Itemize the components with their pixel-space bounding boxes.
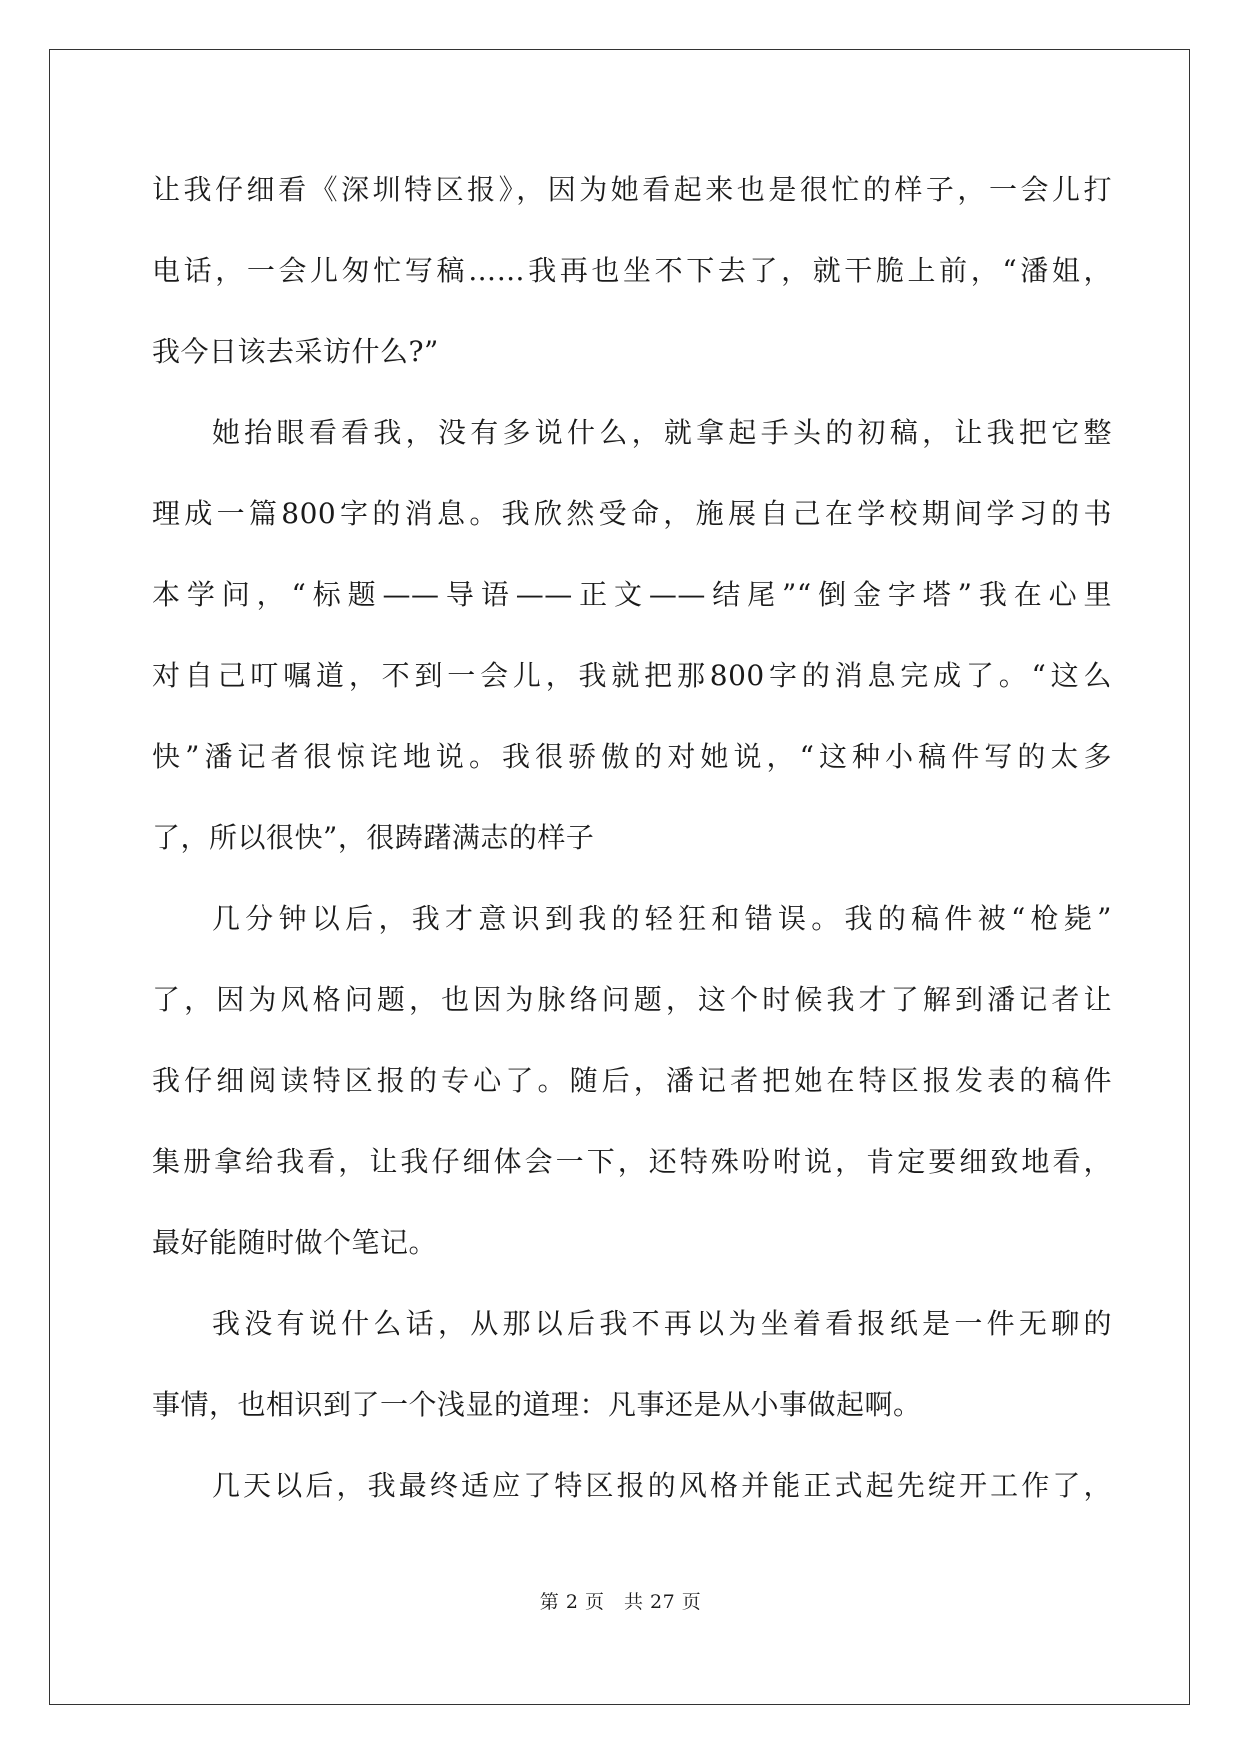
paragraph-start-line: 她抬眼看看我，没有多说什么，就拿起手头的初稿，让我把它整 [212,416,1112,449]
text-line: 了，所以很快”，很踌躇满志的样子 [152,821,595,854]
text-line: 最好能随时做个笔记。 [152,1226,438,1259]
text-line: 本学问，“标题——导语——正文——结尾”“倒金字塔”我在心里 [152,578,1112,611]
text-line: 电话，一会儿匆忙写稿……我再也坐不下去了，就干脆上前，“潘姐， [152,254,1112,287]
paragraph-start-line: 我没有说什么话，从那以后我不再以为坐着看报纸是一件无聊的 [212,1307,1112,1340]
text-line: 我仔细阅读特区报的专心了。随后，潘记者把她在特区报发表的稿件 [152,1064,1112,1097]
text-line: 快”潘记者很惊诧地说。我很骄傲的对她说，“这种小稿件写的太多 [152,740,1112,773]
paragraph-start-line: 几分钟以后，我才意识到我的轻狂和错误。我的稿件被“枪毙” [212,902,1112,935]
paragraph-start-line: 几天以后，我最终适应了特区报的风格并能正式起先绽开工作了， [212,1469,1112,1502]
text-line: 理成一篇800字的消息。我欣然受命，施展自己在学校期间学习的书 [152,497,1112,530]
text-line: 让我仔细看《深圳特区报》，因为她看起来也是很忙的样子，一会儿打 [152,173,1112,206]
text-line: 集册拿给我看，让我仔细体会一下，还特殊吩咐说，肯定要细致地看， [152,1145,1112,1178]
text-line: 对自己叮嘱道，不到一会儿，我就把那800字的消息完成了。“这么 [152,659,1112,692]
text-line: 事情，也相识到了一个浅显的道理：凡事还是从小事做起啊。 [152,1388,922,1421]
document-body [152,160,1112,1537]
text-line: 我今日该去采访什么?” [152,335,439,368]
text-line: 了，因为风格问题，也因为脉络问题，这个时候我才了解到潘记者让 [152,983,1112,1016]
page-number-footer: 第 2 页 共 27 页 [539,1591,702,1613]
